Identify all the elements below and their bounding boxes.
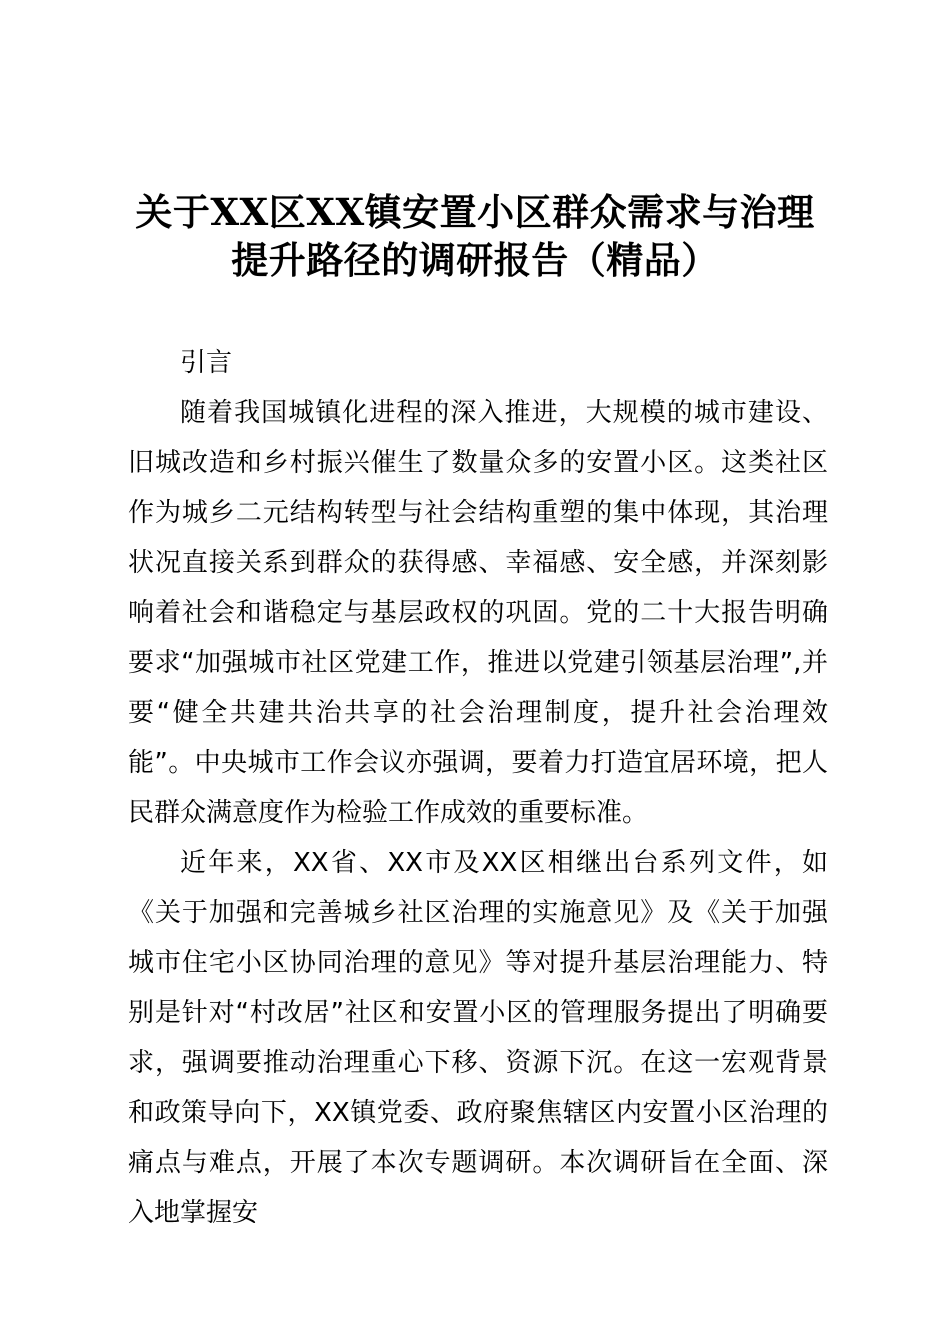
paragraph-2: 近年来，XX省、XX市及XX区相继出台系列文件，如《关于加强和完善城乡社区治理的实施意见》及《关于加强城市住宅小区协同治理的意见》等对提升基层治理能力、特别是针对“村改居”社区和安置小区的管理服务提出了明确要求，强调要推动治理重心下移、资源下沉。在这一宏观背景和政策导向下，XX镇党委、政府聚焦辖区内安置小区治理的痛点与难点，开展了本次专题调研。本次调研旨在全面、深入地掌握安: [128, 848, 828, 1228]
section-heading: 引言: [180, 348, 233, 378]
title-line-2: 提升路径的调研报告（精品）: [231, 238, 719, 282]
document-title: [110, 188, 840, 284]
title-line-1: 关于XX区XX镇安置小区群众需求与治理: [135, 190, 815, 234]
document-body: [128, 338, 828, 1238]
paragraph-1: 随着我国城镇化进程的深入推进，大规模的城市建设、旧城改造和乡村振兴催生了数量众多的安置小区。这类社区作为城乡二元结构转型与社会结构重塑的集中体现，其治理状况直接关系到群众的获得感、幸福感、安全感，并深刻影响着社会和谐稳定与基层政权的巩固。党的二十大报告明确要求“加强城市社区党建工作，推进以党建引领基层治理”,并要“健全共建共治共享的社会治理制度，提升社会治理效能”。中央城市工作会议亦强调，要着力打造宜居环境，把人民群众满意度作为检验工作成效的重要标准。: [128, 398, 828, 828]
